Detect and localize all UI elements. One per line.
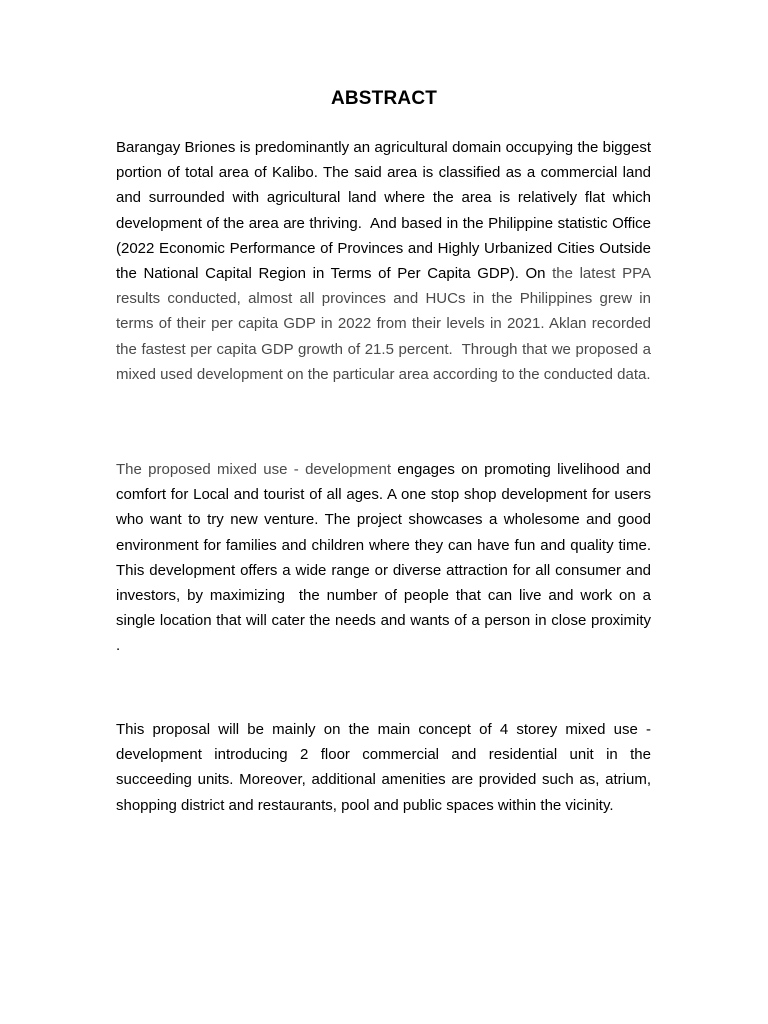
abstract-title: ABSTRACT [330,88,438,109]
paragraph-1-quoted-text: the latest PPA results conducted, almost all provinces and HUCs in the Philippines grew in terms of their per capita GDP in 2022 from their levels in 2021. Aklan recorded the fastest per capita GDP growth of 21.5 percent. Through that we proposed a mixed used development on the particular area according to the conducted data. [116,265,651,383]
abstract-paragraph-1 [116,135,651,387]
paragraph-2-lead-text: The proposed mixed use - development [116,461,398,478]
paragraph-2-text: engages on promoting livelihood and comfort for Local and tourist of all ages. A one stop shop development for users who want to try new venture. The project showcases a wholesome and good environment for families and children where they can have fun and quality time. This development offers a wide range or diverse attraction for all consumer and investors, by maximizing the number of people that can live and work on a single location that will cater the needs and wants of a person in close proximity . [116,461,651,655]
abstract-paragraph-2 [116,457,651,659]
paragraph-1-text: Barangay Briones is predominantly an agricultural domain occupying the biggest portion of total area of Kalibo. The said area is classified as a commercial land and surrounded with agricultural land where the area is relatively flat which development of the area are thriving. And based in the Philippine statistic Office (2022 Economic Performance of Provinces and Highly Urbanized Cities Outside the National Capital Region in Terms of Per Capita GDP). On [116,139,651,283]
abstract-paragraph-3 [116,717,651,818]
paragraph-3-text: This proposal will be mainly on the main concept of 4 storey mixed use - development introducing 2 floor commercial and residential unit in the succeeding units. Moreover, additional amenities are provided such as, atrium, shopping district and restaurants, pool and public spaces within the vicinity. [116,721,651,814]
